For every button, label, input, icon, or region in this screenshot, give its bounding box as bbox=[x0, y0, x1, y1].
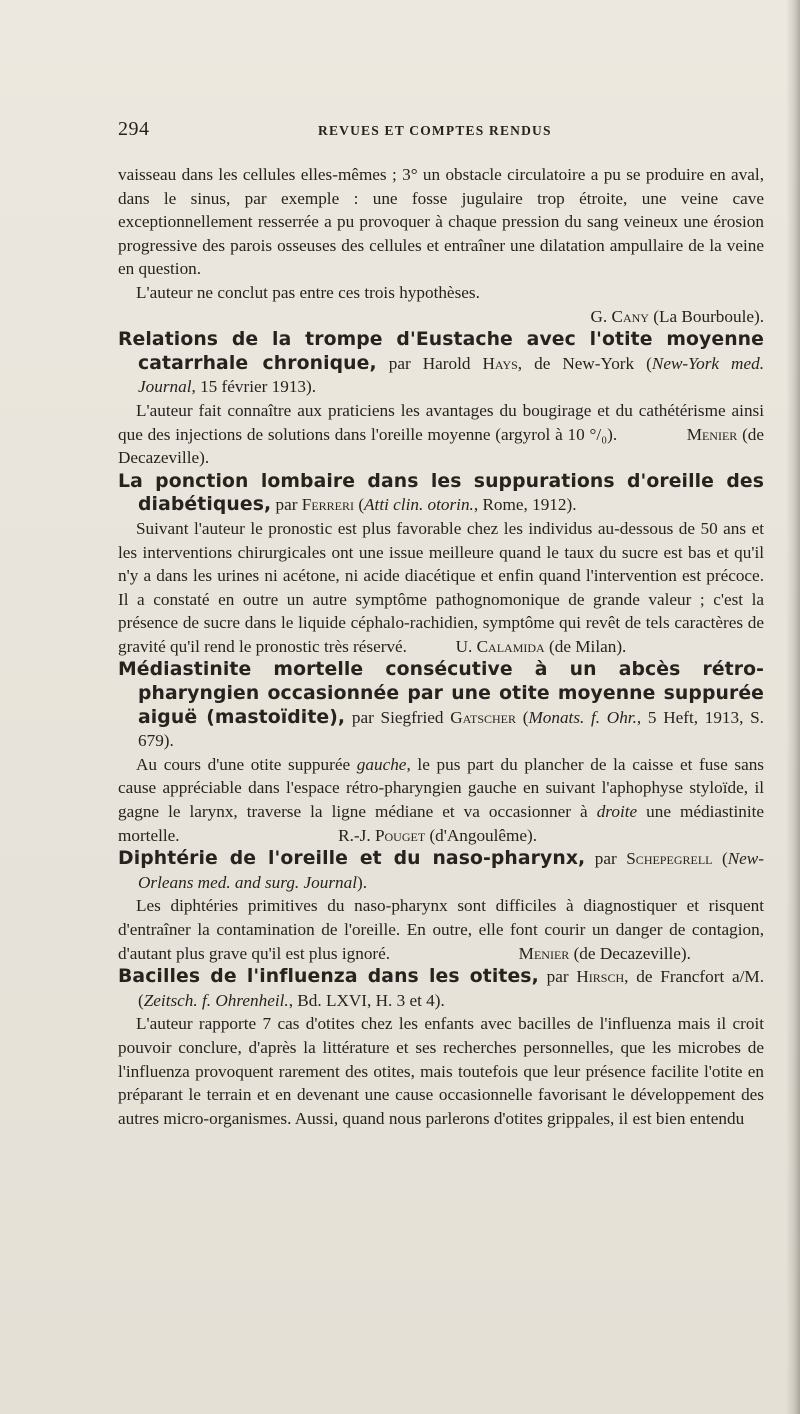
article-date: , Rome, 1912). bbox=[473, 495, 577, 515]
article-author: Hays bbox=[482, 353, 518, 373]
reviewer-name: Menier bbox=[518, 943, 570, 963]
article-body bbox=[118, 517, 764, 659]
article-title: Médiastinite mortelle consécutive à un abcès rétro-pharyngien occasionnée par une otite moyenne suppurée aiguë (mastoïdite), bbox=[118, 659, 764, 728]
page-content bbox=[118, 163, 764, 1130]
article-date: , 15 février 1913). bbox=[191, 377, 317, 397]
article-paren: ( bbox=[354, 495, 365, 515]
article-text: L'auteur fait connaître aux praticiens les avantages du bougirage et du cathétérisme ainsi que des injections de solutions dans l'oreille moyenne (argyrol à 10 °/₀). bbox=[118, 400, 764, 444]
article-author: Schepegrell bbox=[626, 849, 713, 869]
article-text: Suivant l'auteur le pronostic est plus favorable chez les individus au-dessous de 50 ans et les interventions chirurgicales ont une issue meilleure quand le taux du sucre est bas et qu'il n'y a dans les urines ni acétone, ni acide diacétique et enfin quand l'intervention est précoce. Il a constaté en outre un autre symptôme pathognomonique de grande valeur ; c'est la présence de sucre dans le liquide céphalo-rachidien, symptôme qui revêt de tels caractères de gravité qu'il rend le pronostic très réservé. bbox=[118, 518, 764, 656]
article-title: Bacilles de l'influenza dans les otites, bbox=[118, 966, 539, 988]
article-by: par bbox=[546, 967, 569, 987]
article-heading-influenza bbox=[118, 965, 764, 1012]
article-text: , le pus part du plancher de la caisse et fuse sans cause appréciable dans l'espace rétro-pharyngien gauche en suivant l'aphophyse styloïde, il gagne le larynx, traverse la ligne médiane et va occasionner à bbox=[118, 754, 764, 822]
article-source: Monats. f. Ohr. bbox=[528, 707, 637, 727]
article-paren: ( bbox=[712, 849, 728, 869]
article-source: New-York med. Journal bbox=[138, 353, 764, 397]
article-source: Atti clin. otorin. bbox=[364, 495, 474, 515]
running-title: REVUES ET COMPTES RENDUS bbox=[318, 123, 552, 138]
article-date: , 5 Heft, 1913, S. 679). bbox=[138, 707, 764, 751]
article-paren: ). bbox=[356, 872, 368, 892]
paragraph-continued: vaisseau dans les cellules elles-mêmes ; 3° un obstacle circulatoire a pu se produire en aval, dans le sinus, par exemple : une fosse jugulaire trop étroite, une veine cave exceptionnellement resserrée a pu provoquer à chaque pression du sang veineux une érosion progressive des parois osseuses des cellules et entraîner une dilatation ampullaire de la veine en question. bbox=[118, 165, 764, 279]
reviewer-name: Menier bbox=[686, 424, 738, 444]
article-text: Au cours d'une otite suppurée bbox=[136, 754, 357, 774]
article-text-italic: droite bbox=[596, 802, 638, 822]
article-by: par bbox=[275, 495, 298, 515]
article-location: , de Francfort a/M. ( bbox=[138, 967, 765, 1010]
conclusion-text: L'auteur ne conclut pas entre ces trois hypothèses. bbox=[136, 282, 480, 302]
article-body bbox=[118, 399, 764, 470]
article-title: La ponction lombaire dans les suppurations d'oreille des diabétiques, bbox=[118, 470, 764, 516]
article-source: New-Orleans med. and surg. Journal bbox=[138, 849, 764, 892]
paragraph-conclusion bbox=[118, 281, 764, 305]
article-author: Ferreri bbox=[301, 495, 355, 515]
article-heading-diphterie bbox=[118, 847, 764, 894]
article-text: L'auteur rapporte 7 cas d'otites chez les enfants avec bacilles de l'influenza mais il croit pouvoir conclure, d'après la littérature et ses recherches personnelles, que les microbes de l'influenza provoquent rarement des otites, mais toutefois que leur présence facilite l'otite en préparant le terrain et en devenant une cause occasionnelle favorisant le développement des autres micro-organismes. Aussi, quand nous parlerons d'otites grippales, il est bien entendu bbox=[118, 1014, 764, 1128]
article-paren: ( bbox=[516, 707, 529, 727]
article-title: Relations de la trompe d'Eustache avec l'otite moyenne catarrhale chronique, bbox=[118, 329, 764, 374]
reviewer-place: (de Milan). bbox=[549, 636, 627, 656]
page-header bbox=[118, 118, 758, 146]
article-source: Zeitsch. f. Ohrenheil. bbox=[143, 990, 289, 1010]
article-text: Les diphtéries primitives du naso-pharynx sont difficiles à diagnostiquer et risquent d'entraîner la contamination de l'oreille. En outre, elle font courir un danger de contagion, d'autant plus grave qu'il est plus ignoré. bbox=[118, 896, 764, 963]
reviewer-place: (d'Angoulême). bbox=[429, 825, 538, 845]
reviewer-place: (de Decazeville). bbox=[573, 943, 691, 963]
article-body bbox=[118, 1012, 764, 1130]
article-heading-mediastinite bbox=[118, 658, 764, 752]
reviewer-place: (de Decazeville). bbox=[118, 424, 765, 468]
page-number: 294 bbox=[118, 118, 150, 140]
article-by: par Harold bbox=[388, 353, 471, 373]
article-heading-eustache bbox=[118, 328, 764, 399]
article-text: une médiastinite mortelle. bbox=[118, 802, 765, 845]
reviewer-name: R.-J. Pouget bbox=[338, 825, 426, 845]
signature-cany bbox=[118, 305, 764, 329]
article-date: , Bd. LXVI, H. 3 et 4). bbox=[288, 990, 445, 1010]
page-edge-shadow bbox=[786, 0, 800, 1414]
article-text-italic: gauche bbox=[356, 754, 407, 774]
article-by: par Siegfried bbox=[351, 707, 444, 727]
reviewer-place: (La Bourboule). bbox=[653, 306, 764, 326]
article-body bbox=[118, 894, 764, 965]
reviewer-name: U. Calamida bbox=[455, 636, 545, 656]
article-heading-ponction bbox=[118, 470, 764, 517]
article-by: par bbox=[594, 849, 617, 869]
article-body bbox=[118, 753, 764, 847]
reviewer-name: G. Cany bbox=[590, 306, 649, 326]
article-author: Gatscher bbox=[450, 707, 517, 727]
article-location: , de New-York ( bbox=[517, 353, 652, 373]
article-title: Diphtérie de l'oreille et du naso-pharynx, bbox=[118, 848, 586, 870]
article-author: Hirsch bbox=[576, 967, 625, 987]
